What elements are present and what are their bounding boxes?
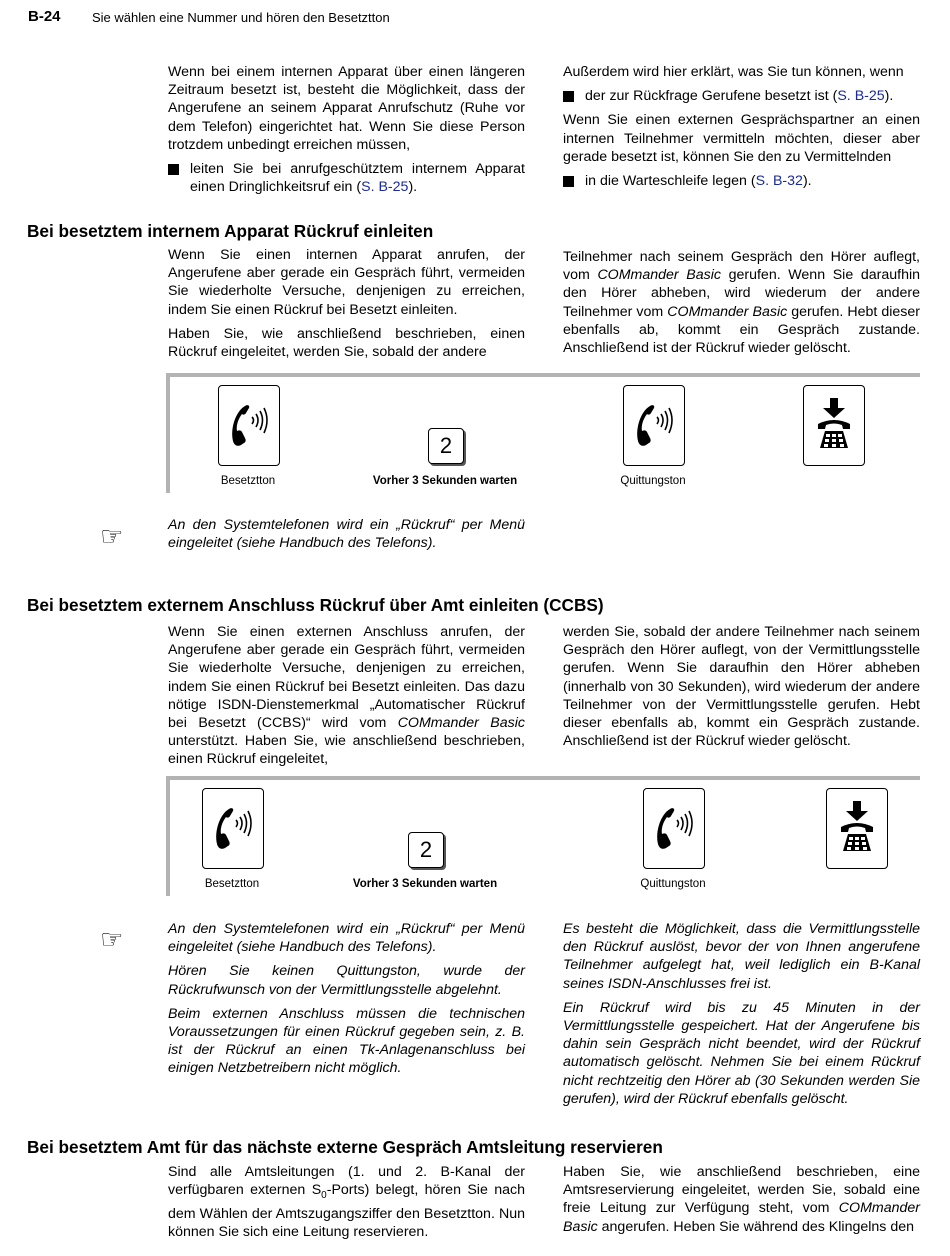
- panel-border-left: [166, 776, 170, 896]
- busy-tone-card: [218, 385, 280, 466]
- section-heading-external-ccbs: Bei besetztem externem Anschluss Rückruf über Amt einleiten (CCBS): [27, 595, 604, 615]
- step-caption-busy-tone: Besetztton: [220, 475, 276, 487]
- section1-left-column: [168, 246, 525, 361]
- section2-right-p1: werden Sie, sobald der andere Teilnehmer nach seinem Gespräch den Hörer auflegt, von der Vermittlungsstelle gerufen. Wenn Sie daraufhin den Hörer abheben (innerhalb von 30 Sekunden), wird wiederum der andere Teilnehmer von der Vermittlungsstelle gerufen. Hebt dieser ebenfalls ab, kommt ein Gespräch zustande. Anschließend ist der Rückruf wieder gelöscht.: [563, 624, 920, 750]
- panel-border-left: [166, 373, 170, 493]
- text: Wenn Sie einen externen Anschluss anrufen, der Angerufene aber gerade ein Gespräch führt, vermeiden Sie wiederholte Versuche, denjenigen zu erreichen, indem Sie einen Rückruf bei Besetzt einleiten. Das dazu nötige ISDN-Dienstemerkmal „Automatischer Rückruf bei Besetzt (CCBS)“ wird vom: [168, 624, 525, 732]
- step-caption-confirmation-tone: Quittungston: [640, 878, 706, 890]
- handset-sound-icon: [644, 789, 704, 868]
- section2-left-p1: [168, 623, 525, 769]
- pointing-hand-icon: ☞: [100, 521, 124, 551]
- hang-up-card: [803, 385, 865, 466]
- running-header: Sie wählen eine Nummer und hören den Besetztton: [92, 10, 390, 25]
- page-link[interactable]: S. B-25: [837, 88, 885, 105]
- bullet-end: ).: [408, 179, 418, 196]
- intro-right-bullet-1: [563, 87, 920, 105]
- intro-left-text: Wenn bei einem internen Apparat über einen längeren Zeitraum besetzt ist, besteht die Möglichkeit, dass der Angerufene an seinem Apparat Anrufschutz (Ruhe vor dem Telefon) eingerichtet hat. Wenn Sie diese Person trotzdem unbedingt erreichen müssen,: [168, 64, 525, 153]
- section2-left-column: [168, 623, 525, 769]
- section3-right-column: [563, 1163, 920, 1236]
- handset-sound-icon: [624, 386, 684, 465]
- subscript: 0: [321, 1190, 327, 1202]
- text: angerufen. Heben Sie während des Klingelns den: [597, 1218, 914, 1235]
- text: gerufen. Hebt dieser ebenfalls ab, kommt ein Gespräch zustande. Anschließend ist der Rückruf wieder gelöscht.: [563, 303, 921, 357]
- text: gerufen. Wenn Sie daraufhin den Hörer abheben, wird wiederum der andere Teilnehmer vom: [563, 267, 920, 320]
- pointing-hand-icon: ☞: [100, 924, 124, 954]
- product-name: COMmander Basic: [563, 1200, 920, 1235]
- section1-left-p1: Wenn Sie einen internen Apparat anrufen, der Angerufene aber gerade ein Gespräch führt, vermeiden Sie wiederholte Versuche, denjenigen zu erreichen, indem Sie einen Rückruf bei Besetzt einleiten.: [168, 247, 525, 318]
- page-link[interactable]: S. B-32: [755, 173, 803, 190]
- handset-sound-icon: [203, 789, 263, 868]
- section2-steps-panel: [166, 776, 920, 896]
- bullet-end: ).: [802, 173, 812, 190]
- section1-right-column: [563, 248, 920, 357]
- bullet-text: der zur Rückfrage Gerufene besetzt ist (: [585, 88, 838, 105]
- intro-right-text: Außerdem wird hier erklärt, was Sie tun können, wenn: [563, 64, 904, 80]
- section1-left-p2: Haben Sie, wie anschließend beschrieben, einen Rückruf eingeleitet, werden Sie, sobald der andere: [168, 325, 525, 361]
- section3-right-p1: [563, 1163, 920, 1236]
- intro-right-text-2: Wenn Sie einen externen Gesprächspartner an einen internen Teilnehmer vermitteln möchten, dieser aber gerade besetzt ist, können Sie den zu Vermittelnden: [563, 112, 920, 165]
- digit-key-2: 2: [408, 832, 444, 868]
- text: Haben Sie, wie anschließend beschrieben, eine Amtsreservierung eingeleitet, werden Sie, sobald eine freie Leitung zur Verfügung steht, vom: [563, 1164, 920, 1217]
- section3-left-column: [168, 1163, 525, 1242]
- note-text: An den Systemtelefonen wird ein „Rückruf“ per Menü eingeleitet (siehe Handbuch des Telefons).: [168, 921, 525, 956]
- section2-right-column: [563, 623, 920, 750]
- intro-right-bullet-2: [563, 172, 920, 190]
- hang-up-card: [826, 788, 888, 869]
- panel-border-top: [166, 776, 920, 780]
- handset-sound-icon: [219, 386, 279, 465]
- step-caption-confirmation-tone: Quittungston: [620, 475, 686, 487]
- note-text: Es besteht die Möglichkeit, dass die Vermittlungsstelle den Rückruf auslöst, bevor der von Ihnen angerufene Teilnehmer aufgelegt hat, weil lediglich ein B-Kanal seines ISDN-Anschlusses frei ist.: [563, 921, 920, 992]
- section2-notes-right: [563, 920, 920, 1108]
- intro-right-column: [563, 63, 920, 190]
- note-text: Beim externen Anschluss müssen die technischen Voraussetzungen für einen Rückruf gegeben sein, z. B. ist der Rückruf an einen Tk-Anlagenanschluss bei einigen Netzbetreibern nicht möglich.: [168, 1005, 525, 1077]
- section1-right-p1: [563, 248, 920, 357]
- section1-steps-panel: [166, 373, 920, 493]
- intro-left-column: [168, 63, 525, 196]
- product-name: COMmander Basic: [397, 715, 525, 732]
- busy-tone-card: [202, 788, 264, 869]
- page-number: B-24: [28, 8, 61, 25]
- note-text: An den Systemtelefonen wird ein „Rückruf“ per Menü eingeleitet (siehe Handbuch des Telefons).: [168, 517, 525, 552]
- step-caption-busy-tone: Besetztton: [204, 878, 260, 890]
- section2-notes-left: [168, 920, 525, 1078]
- confirmation-tone-card: [643, 788, 705, 869]
- page-link[interactable]: S. B-25: [361, 179, 409, 196]
- section-heading-internal-callback: Bei besetztem internem Apparat Rückruf einleiten: [27, 221, 434, 241]
- hang-up-phone-icon: [827, 789, 887, 868]
- panel-border-top: [166, 373, 920, 377]
- hang-up-phone-icon: [804, 386, 864, 465]
- section3-left-p1: [168, 1163, 525, 1242]
- bullet-text: in die Warteschleife legen (: [585, 173, 756, 190]
- bullet-text: leiten Sie bei anrufgeschütztem internem Apparat einen Dringlichkeitsruf ein (: [190, 161, 525, 196]
- note-text: Ein Rückruf wird bis zu 45 Minuten in der Vermittlungsstelle gespeichert. Hat der Angerufene bis dahin sein Gespräch nicht beendet, wird der Rückruf automatisch gelöscht. Nehmen Sie bei einem Rückruf nicht rechtzeitig den Hörer ab (30 Sekunden werden Sie gerufen), wird der Rückruf ebenfalls gelöscht.: [563, 999, 920, 1107]
- product-name: COMmander Basic: [667, 303, 788, 320]
- step-caption-wait: Vorher 3 Sekunden warten: [352, 878, 498, 890]
- text: Sind alle Amtsleitungen (1. und 2. B-Kanal der verfügbaren externen S: [168, 1164, 525, 1199]
- step-caption-wait: Vorher 3 Sekunden warten: [372, 475, 518, 487]
- bullet-end: ).: [884, 88, 894, 105]
- digit-key-2: 2: [428, 428, 464, 464]
- text: Teilnehmer nach seinem Gespräch den Hörer auflegt, vom: [563, 249, 920, 284]
- confirmation-tone-card: [623, 385, 685, 466]
- section1-note: [168, 516, 525, 552]
- text: unterstützt. Haben Sie, wie anschließend beschrieben, einen Rückruf eingeleitet,: [168, 733, 525, 768]
- product-name: COMmander Basic: [597, 267, 721, 284]
- note-text: Hören Sie keinen Quittungston, wurde der Rückrufwunsch von der Vermittlungsstelle abgelehnt.: [168, 963, 525, 998]
- text: -Ports) belegt, hören Sie nach dem Wählen der Amtszugangsziffer den Besetztton. Nun können Sie sich eine Leitung reservieren.: [168, 1182, 525, 1241]
- intro-left-bullet: [168, 160, 525, 196]
- section-heading-line-reservation: Bei besetztem Amt für das nächste externe Gespräch Amtsleitung reservieren: [27, 1137, 663, 1157]
